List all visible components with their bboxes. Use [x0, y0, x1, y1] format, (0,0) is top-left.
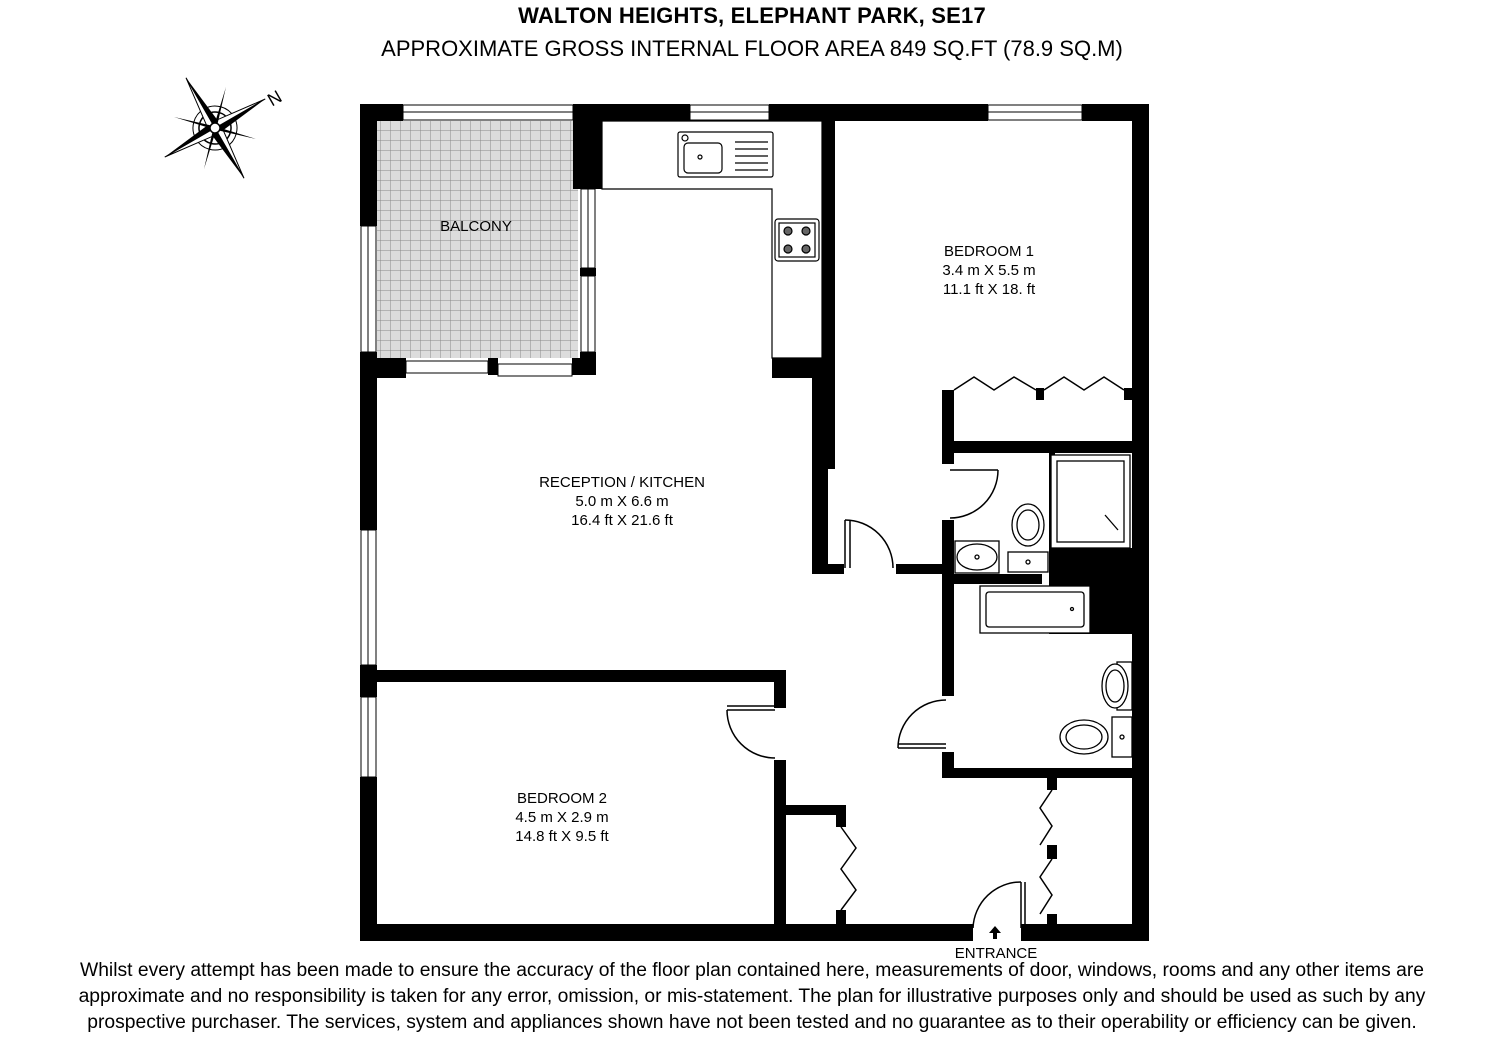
bedroom2-imperial: 14.8 ft X 9.5 ft [515, 828, 609, 845]
bedroom2-label: BEDROOM 2 [516, 790, 608, 807]
reception-imperial: 16.4 ft X 21.6 ft [571, 512, 673, 529]
compass-north-label: N [263, 86, 286, 111]
bedroom1-imperial: 11.1 ft X 18. ft [942, 281, 1036, 298]
bedroom1-label: BEDROOM 1 [943, 243, 1035, 260]
kitchen-units [602, 121, 822, 358]
balcony-label: BALCONY [440, 218, 512, 235]
reception-metric: 5.0 m X 6.6 m [575, 493, 669, 510]
reception-label: RECEPTION / KITCHEN [539, 474, 705, 491]
balcony-floor [377, 121, 578, 358]
entrance-arrow-icon [989, 926, 1001, 939]
floor-area-subtitle: APPROXIMATE GROSS INTERNAL FLOOR AREA 849 SQ.FT (78.9 SQ.M) [381, 36, 1123, 61]
entrance-label: ENTRANCE [954, 945, 1038, 962]
bedroom1-metric: 3.4 m X 5.5 m [942, 262, 1036, 279]
compass-rose-icon [136, 49, 294, 207]
plan-title: WALTON HEIGHTS, ELEPHANT PARK, SE17 [518, 3, 986, 28]
bedroom2-metric: 4.5 m X 2.9 m [515, 809, 609, 826]
disclaimer-text: Whilst every attempt has been made to ensure the accuracy of the floor plan contained here, measurements of door, windows, rooms and any other items are approximate and no responsibility is taken for any error, omission, or mis-statement. The plan for illustrative purposes only and should be used as such by any prospective purchaser. The services, system and appliances shown have not been tested and no guarantee as to their operability or efficiency can be given. [78, 960, 1426, 1033]
